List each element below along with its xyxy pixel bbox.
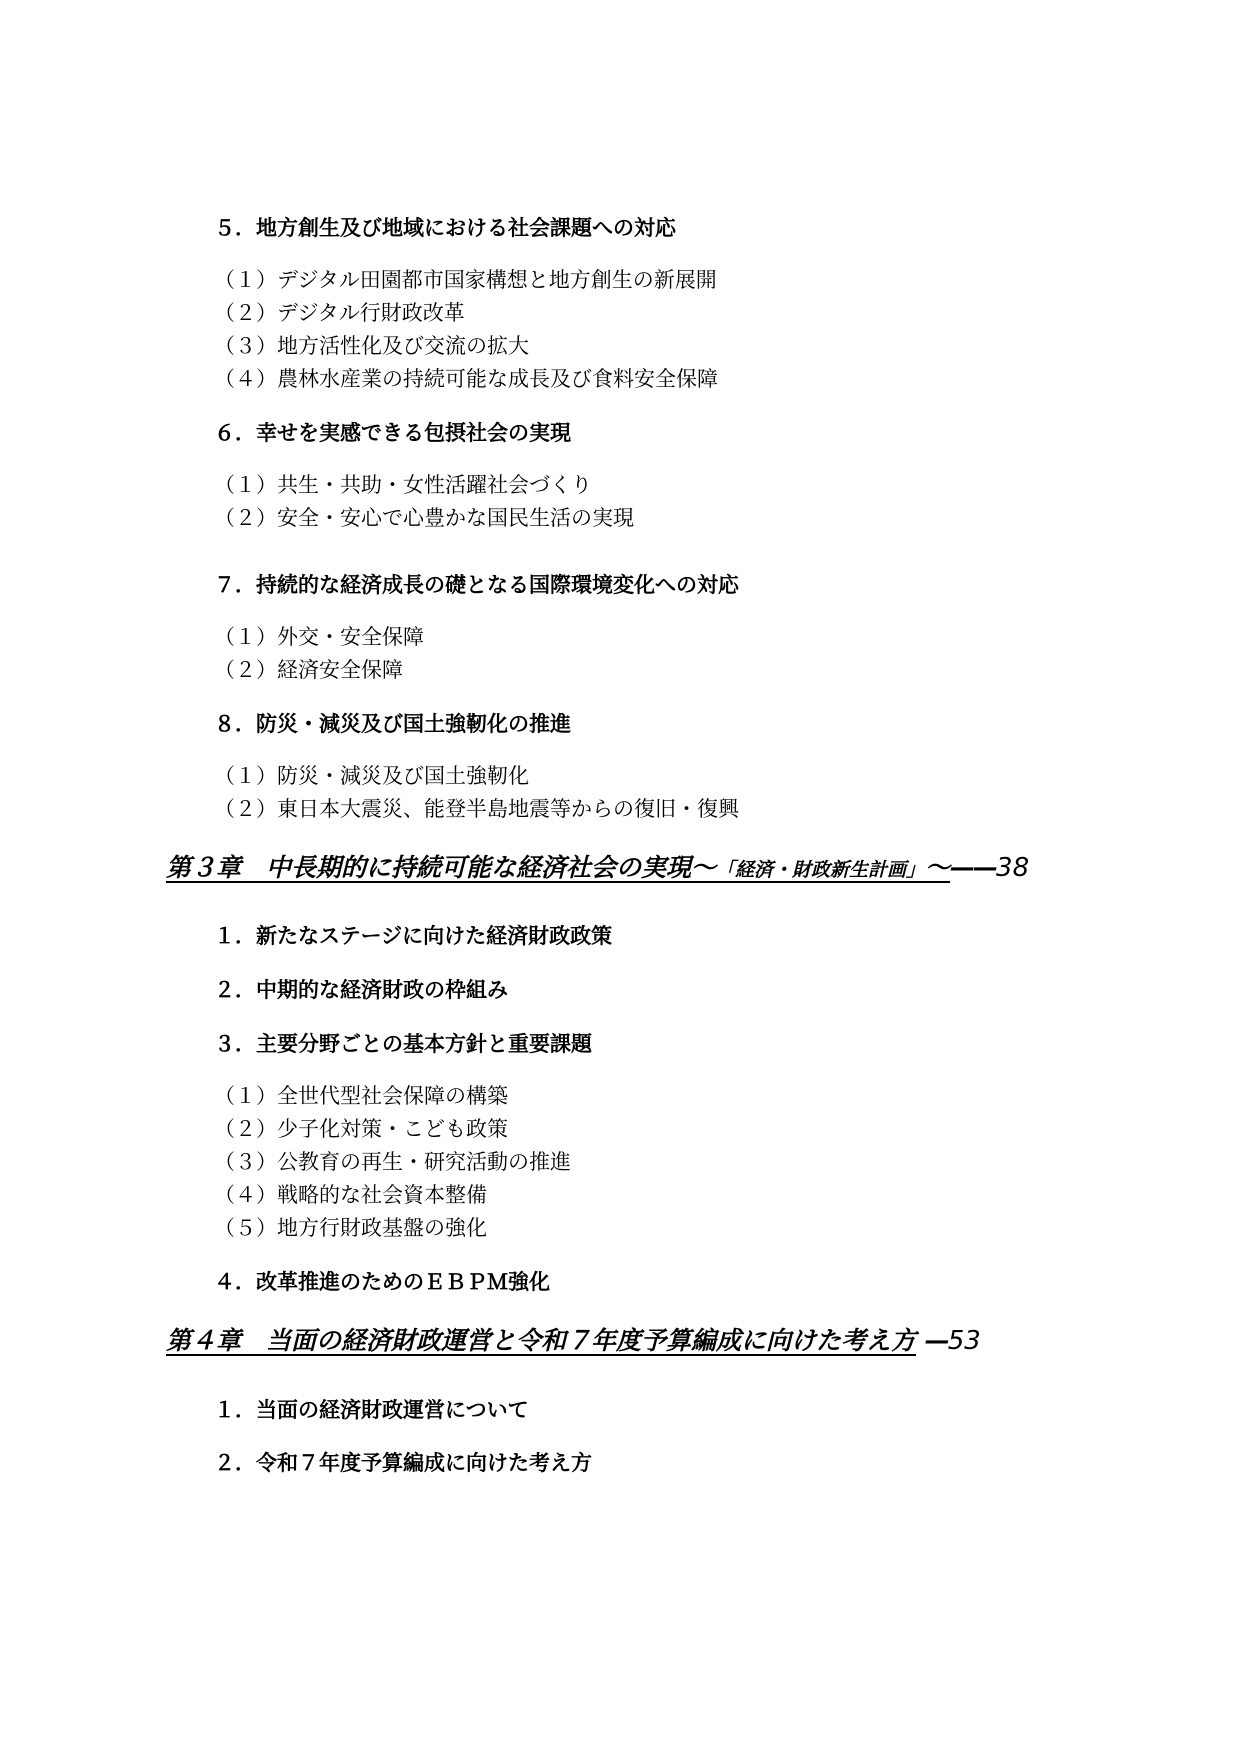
section-heading-8: ８．防災・減災及び国土強靭化の推進 bbox=[214, 712, 571, 736]
chapter-3-section-3: ３．主要分野ごとの基本方針と重要課題 bbox=[214, 1032, 592, 1056]
section-5-item-2: （２）デジタル行財政改革 bbox=[214, 301, 465, 325]
section-7-item-1: （１）外交・安全保障 bbox=[214, 625, 424, 649]
section-7-item-2: （２）経済安全保障 bbox=[214, 658, 403, 682]
chapter-3-section-3-item-5: （５）地方行財政基盤の強化 bbox=[214, 1216, 487, 1240]
chapter-3-page-number: 38 bbox=[996, 853, 1030, 883]
chapter-4-title: 第４章 当面の経済財政運営と令和７年度予算編成に向けた考え方 bbox=[166, 1326, 917, 1355]
chapter-3-section-4: ４．改革推進のためのＥＢＰＭ強化 bbox=[214, 1270, 550, 1294]
chapter-3-subtitle: 「経済・財政新生計画」 bbox=[716, 859, 926, 881]
section-5-item-4: （４）農林水産業の持続可能な成長及び食料安全保障 bbox=[214, 367, 718, 391]
chapter-3-leader: —— bbox=[950, 853, 997, 882]
section-6-item-1: （１）共生・共助・女性活躍社会づくり bbox=[214, 473, 592, 497]
chapter-4-leader: — bbox=[924, 1326, 948, 1355]
chapter-3-title: 第３章 中長期的に持続可能な経済社会の実現～「経済・財政新生計画」～ bbox=[166, 853, 951, 882]
chapter-3-section-3-item-1: （１）全世代型社会保障の構築 bbox=[214, 1084, 508, 1108]
chapter-3-section-3-item-2: （２）少子化対策・こども政策 bbox=[214, 1117, 508, 1141]
section-heading-7: ７．持続的な経済成長の礎となる国際環境変化への対応 bbox=[214, 573, 739, 597]
chapter-3-section-3-item-3: （３）公教育の再生・研究活動の推進 bbox=[214, 1150, 571, 1174]
section-5-item-1: （１）デジタル田園都市国家構想と地方創生の新展開 bbox=[214, 268, 717, 292]
chapter-3-section-3-item-4: （４）戦略的な社会資本整備 bbox=[214, 1183, 487, 1207]
chapter-3-heading[interactable] bbox=[166, 855, 1029, 881]
section-5-item-3: （３）地方活性化及び交流の拡大 bbox=[214, 334, 529, 358]
section-heading-6: ６．幸せを実感できる包摂社会の実現 bbox=[214, 421, 571, 445]
section-6-item-2: （２）安全・安心で心豊かな国民生活の実現 bbox=[214, 506, 634, 530]
chapter-4-heading[interactable] bbox=[166, 1328, 981, 1354]
chapter-4-section-1: １．当面の経済財政運営について bbox=[214, 1398, 529, 1422]
chapter-3-section-1: １．新たなステージに向けた経済財政政策 bbox=[214, 924, 613, 948]
section-8-item-2: （２）東日本大震災、能登半島地震等からの復旧・復興 bbox=[214, 797, 739, 821]
chapter-4-page-number: 53 bbox=[947, 1326, 981, 1356]
section-heading-5: ５．地方創生及び地域における社会課題への対応 bbox=[214, 216, 676, 240]
chapter-4-section-2: ２．令和７年度予算編成に向けた考え方 bbox=[214, 1451, 592, 1475]
chapter-3-section-2: ２．中期的な経済財政の枠組み bbox=[214, 978, 508, 1002]
section-8-item-1: （１）防災・減災及び国土強靭化 bbox=[214, 764, 529, 788]
